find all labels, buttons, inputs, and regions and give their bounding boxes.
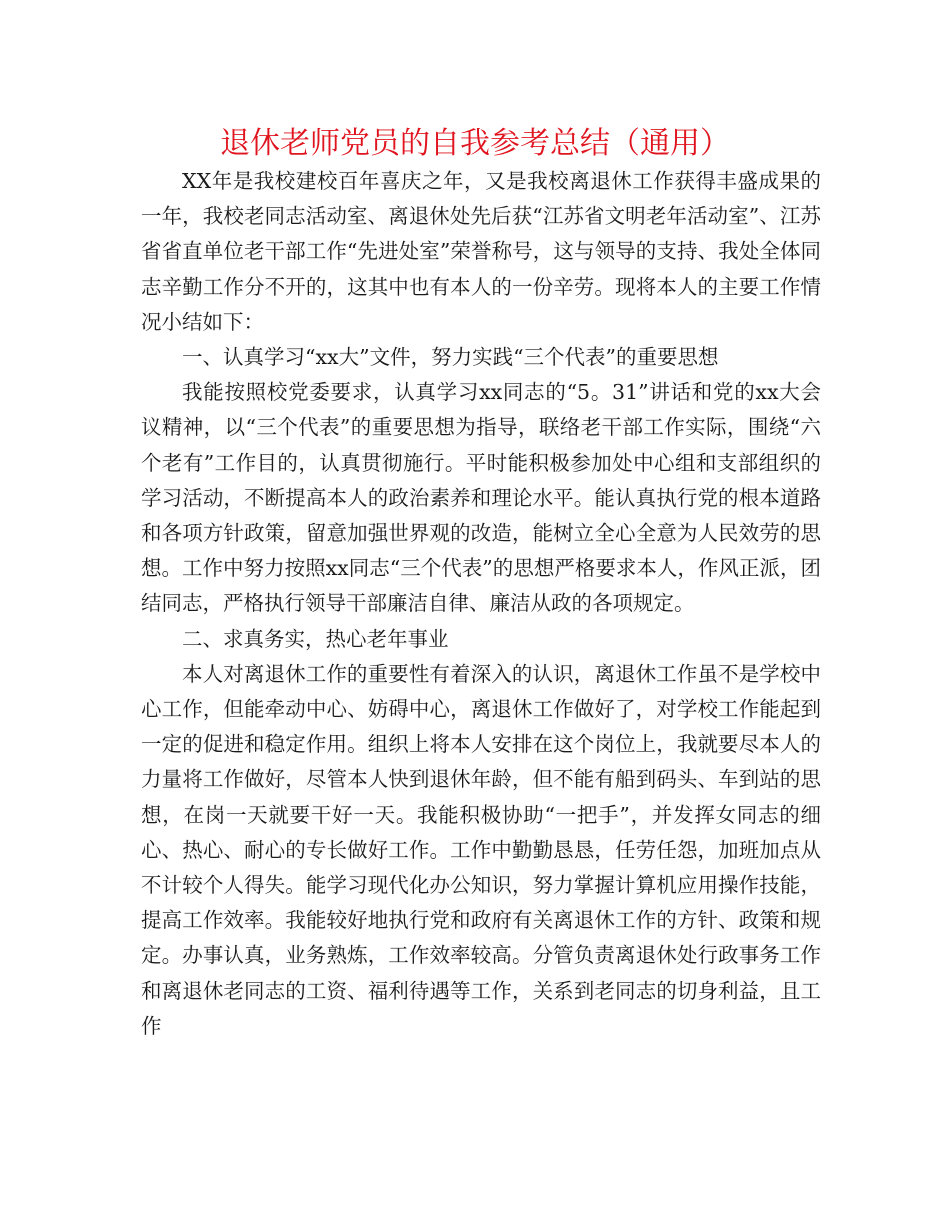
- document-title: 退休老师党员的自我参考总结（通用）: [220, 126, 730, 161]
- section-heading-1: 一、认真学习“xx大”文件，努力实践“三个代表”的重要思想: [182, 345, 719, 370]
- paragraph-section-1: 我能按照校党委要求，认真学习xx同志的“5。31”讲话和党的xx大会议精神，以“三个代表”的重要思想为指导，联络老干部工作实际，围绕“六个老有”工作目的，认真贯彻施行。平时能积极参加处中心组和支部组织的学习活动，不断提高本人的政治素养和理论水平。能认真执行党的根本道路和各项方针政策，留意加强世界观的改造，能树立全心全意为人民效劳的思想。工作中努力按照xx同志“三个代表”的思想严格要求本人，作风正派，团结同志，严格执行领导干部廉洁自律、廉洁从政的各项规定。: [141, 380, 821, 616]
- section-heading-2: 二、求真务实，热心老年事业: [182, 626, 449, 651]
- document-body: [141, 164, 821, 1044]
- paragraph-section-2: 本人对离退休工作的重要性有着深入的认识，离退休工作虽不是学校中心工作，但能牵动中心、妨碍中心，离退休工作做好了，对学校工作能起到一定的促进和稳定作用。组织上将本人安排在这个岗位上，我就要尽本人的力量将工作做好，尽管本人快到退休年龄，但不能有船到码头、车到站的思想，在岗一天就要干好一天。我能积极协助“一把手”，并发挥女同志的细心、热心、耐心的专长做好工作。工作中勤勤恳恳，任劳任怨，加班加点从不计较个人得失。能学习现代化办公知识，努力掌握计算机应用操作技能，提高工作效率。我能较好地执行党和政府有关离退休工作的方针、政策和规定。办事认真，业务熟炼，工作效率较高。分管负责离退休处行政事务工作和离退休老同志的工资、福利待遇等工作，关系到老同志的切身利益，且工作: [141, 661, 821, 1038]
- paragraph-intro: XX年是我校建校百年喜庆之年，又是我校离退休工作获得丰盛成果的一年，我校老同志活动室、离退休处先后获“江苏省文明老年活动室”、江苏省省直单位老干部工作“先进处室”荣誉称号，这与领导的支持、我处全体同志辛勤工作分不开的，这其中也有本人的一份辛劳。现将本人的主要工作情况小结如下：: [141, 169, 821, 334]
